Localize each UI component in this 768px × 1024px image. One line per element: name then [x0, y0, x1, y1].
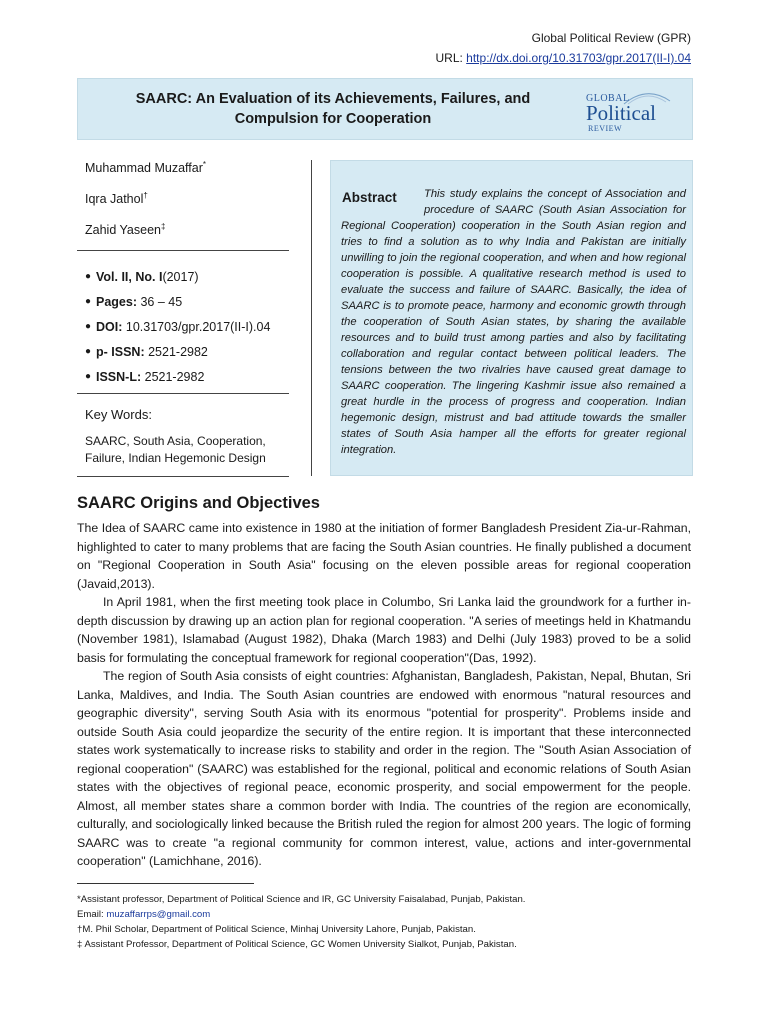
- abstract-heading: Abstract: [342, 190, 397, 205]
- bullet-icon: ●: [85, 296, 92, 307]
- bullet-icon: ●: [85, 346, 92, 357]
- logo-line1: GLOBAL: [586, 93, 630, 104]
- footnote-email: Email: muzaffarrps@gmail.com: [77, 909, 211, 920]
- section-body: [77, 519, 691, 871]
- article-url-line: [435, 51, 691, 65]
- author-item: Zahid Yaseen‡: [85, 222, 166, 238]
- abstract-box: [330, 160, 693, 476]
- journal-name: Global Political Review (GPR): [531, 31, 691, 45]
- abstract-body: [341, 186, 686, 458]
- meta-issnl: ● ISSN-L: 2521-2982: [85, 369, 205, 384]
- meta-volume: ● Vol. II, No. I (2017): [85, 269, 199, 284]
- abstract-text: This study explains the concept of Association and procedure of SAARC (South Asian Association for Regional Cooperation) cooperation in the South Asian region and tries to find a solution as to why India and Pakistan are initially unwilling to join the regional cooperation, and when and how regional cooperation is possible. A qualitative research method is used to evaluate the success and failure of SAARC. Basically, the idea of SAARC is to promote peace, harmony and economic growth through the cooperation of South Asian states, by sharing the available resources and to build trust among parties and also by facilitating collaboration and regular contact between political leaders. The tensions between the two rivalries have caused great damage to SAARC cooperation. The lingering Kashmir issue also remained a great hurdle in the process of progress and cooperation. Indian hegemonic design, mistrust and bad attitude towards the smaller states of South Asia hamper all the efforts for greater regional integration.: [341, 188, 686, 456]
- divider: [77, 250, 289, 251]
- author-item: Iqra Jathol†: [85, 191, 148, 207]
- keywords-text: SAARC, South Asia, Cooperation, Failure, Indian Hegemonic Design: [85, 434, 266, 465]
- bullet-icon: ●: [85, 321, 92, 332]
- paragraph: The Idea of SAARC came into existence in 1980 at the initiation of former Bangladesh President Zia-ur-Rahman, highlighted to cater to many problems that are facing the South Asian countries. He finally published a document on "Regional Cooperation in South Asia" focusing on the eleven possible areas for regional cooperation (Javaid,2013).: [77, 521, 691, 591]
- doi-link[interactable]: http://dx.doi.org/10.31703/gpr.2017(II-I).04: [466, 51, 691, 65]
- article-meta-list: [85, 264, 270, 389]
- bullet-icon: ●: [85, 271, 92, 282]
- url-label: URL:: [435, 51, 467, 65]
- title-box: [77, 78, 693, 140]
- logo-line3: REVIEW: [588, 124, 623, 133]
- divider: [77, 476, 289, 477]
- bullet-icon: ●: [85, 371, 92, 382]
- meta-pages: ● Pages: 36 – 45: [85, 294, 183, 309]
- column-divider: [311, 160, 312, 476]
- author-list: [85, 160, 206, 253]
- author-item: Muhammad Muzaffar*: [85, 160, 206, 176]
- footnote-3: ‡ Assistant Professor, Department of Political Science, GC Women University Sialkot, Punjab, Pakistan.: [77, 939, 517, 950]
- keywords-title: Key Words:: [85, 407, 152, 422]
- email-link[interactable]: muzaffarrps@gmail.com: [106, 909, 211, 920]
- meta-doi: ● DOI: 10.31703/gpr.2017(II-I).04: [85, 319, 271, 334]
- section-title: SAARC Origins and Objectives: [77, 494, 320, 512]
- footnote-2: †M. Phil Scholar, Department of Political Science, Minhaj University Lahore, Punjab, Pakistan.: [77, 924, 476, 935]
- meta-pissn: ● p- ISSN: 2521-2982: [85, 344, 208, 359]
- divider: [77, 393, 289, 394]
- logo-line2: Political: [586, 101, 656, 125]
- footnotes: [77, 892, 525, 952]
- article-title: SAARC: An Evaluation of its Achievements, Failures, and Compulsion for Cooperation: [135, 91, 531, 127]
- paragraph: In April 1981, when the first meeting took place in Columbo, Sri Lanka laid the groundwork for a further in-depth discussion by drawing up an action plan for regional cooperation. "A series of meetings held in Khatmandu (November 1981), Islamabad (August 1982), Dhaka (March 1983) and Delhi (July 1983) proved to be a solid basis for formulating the conceptual framework for regional cooperation"(Das, 1992).: [77, 595, 691, 665]
- journal-logo: [572, 91, 682, 131]
- footnote-rule: [77, 883, 254, 884]
- footnote-1: *Assistant professor, Department of Political Science and IR, GC University Faisalabad, Punjab, Pakistan.: [77, 894, 526, 905]
- paragraph: The region of South Asia consists of eight countries: Afghanistan, Bangladesh, Pakistan, Nepal, Bhutan, Sri Lanka, Maldives, and India. The South Asian countries are endowed with enormous "natural resources and geographic diversity", serving South Asia with its enormous "potential for prosperity". Problems inside and outside South Asia could jeopardize the security of the entire region. It is important that these interconnected states work systematically to increase risks to stability and order in the region. The "South Asian Association of regional cooperation" (SAARC) was established for the regional, political and economic relations of South Asian states with the objectives of regional peace, economic prosperity, and social empowerment for the people. Almost, all member states share a common border with India. The countries of the region are economically, culturally, and sociologically linked because the British ruled the region for almost 200 years. The logic of forming SAARC was to create "a regional community for common interest, value, actions and inter-governmental cooperation" (Lamichhane, 2016).: [77, 669, 691, 868]
